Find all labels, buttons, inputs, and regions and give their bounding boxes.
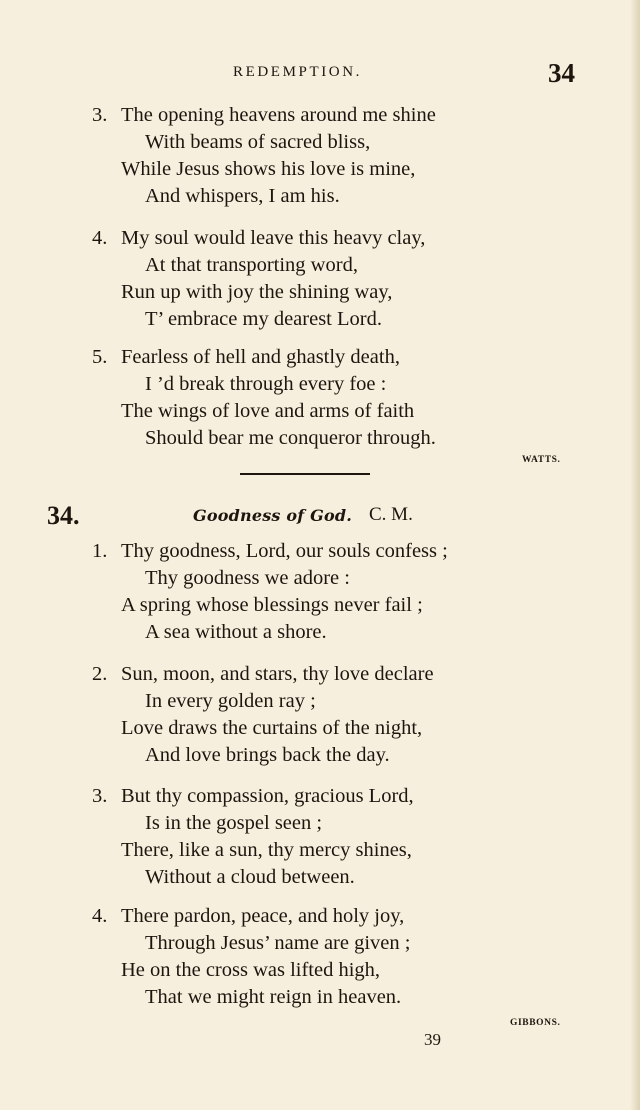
verse-number: 2. <box>92 663 108 685</box>
verse-line: At that transporting word, <box>145 254 358 276</box>
verse-line: I ’d break through every foe : <box>145 373 387 395</box>
verse-number: 5. <box>92 346 108 368</box>
verse-line: Is in the gospel seen ; <box>145 812 323 834</box>
verse-line: Thy goodness, Lord, our souls confess ; <box>121 540 448 562</box>
verse-number: 1. <box>92 540 108 562</box>
verse-line: Fearless of hell and ghastly death, <box>121 346 400 368</box>
running-head-page-number: 34 <box>548 58 575 88</box>
hymn-meter: C. M. <box>369 504 413 525</box>
hymn-heading <box>0 503 640 533</box>
hymn-attribution: GIBBONS. <box>510 1018 561 1028</box>
verse-line: And whispers, I am his. <box>145 185 340 207</box>
verse-line: With beams of sacred bliss, <box>145 131 371 153</box>
verse-line: A spring whose blessings never fail ; <box>121 594 423 616</box>
verse-line: Thy goodness we adore : <box>145 567 350 589</box>
running-head-title: REDEMPTION. <box>233 64 363 80</box>
verse-line: Should bear me conqueror through. <box>145 427 436 449</box>
verse-number: 4. <box>92 227 108 249</box>
verse-number: 4. <box>92 905 108 927</box>
page-edge-shadow <box>630 0 640 1110</box>
verse-line: Without a cloud between. <box>145 866 355 888</box>
verse-line: Love draws the curtains of the night, <box>121 717 423 739</box>
verse-line: There pardon, peace, and holy joy, <box>121 905 405 927</box>
verse-line: Through Jesus’ name are given ; <box>145 932 411 954</box>
verse-line: While Jesus shows his love is mine, <box>121 158 416 180</box>
verse-line: There, like a sun, thy mercy shines, <box>121 839 412 861</box>
prev-hymn-attribution: WATTS. <box>522 455 561 465</box>
verse-number: 3. <box>92 785 108 807</box>
verse-line: And love brings back the day. <box>145 744 390 766</box>
hymn-title: Goodness of God. <box>193 506 353 525</box>
folio-number: 39 <box>424 1030 441 1049</box>
verse-line: He on the cross was lifted high, <box>121 959 381 981</box>
verse-line: Run up with joy the shining way, <box>121 281 393 303</box>
verse-line: Sun, moon, and stars, thy love declare <box>121 663 434 685</box>
verse-line: A sea without a shore. <box>145 621 327 643</box>
running-head <box>0 58 640 88</box>
verse-line: The opening heavens around me shine <box>121 104 436 126</box>
verse-line: That we might reign in heaven. <box>145 986 402 1008</box>
section-divider-rule <box>240 473 370 475</box>
verse-line: In every golden ray ; <box>145 690 316 712</box>
verse-line: My soul would leave this heavy clay, <box>121 227 426 249</box>
verse-line: The wings of love and arms of faith <box>121 400 415 422</box>
verse-line: But thy compassion, gracious Lord, <box>121 785 414 807</box>
verse-line: T’ embrace my dearest Lord. <box>145 308 382 330</box>
verse-number: 3. <box>92 104 108 126</box>
hymn-number: 34. <box>47 501 80 530</box>
